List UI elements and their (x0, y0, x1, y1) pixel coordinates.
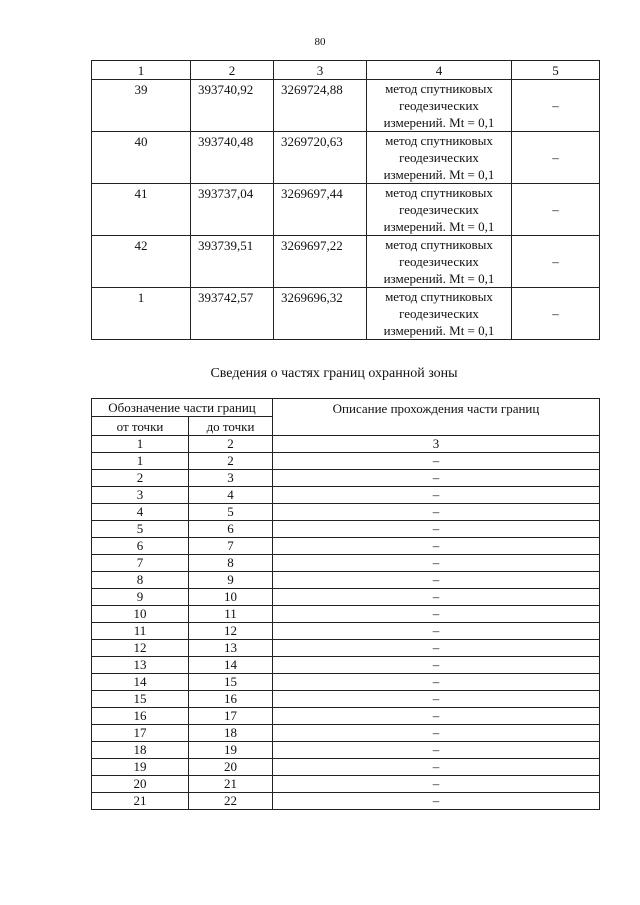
header-description: Описание прохождения части границ (273, 399, 600, 436)
from-point: 8 (92, 572, 189, 589)
to-point: 11 (189, 606, 273, 623)
part-description: – (273, 640, 600, 657)
column-number: 2 (189, 436, 273, 453)
table-row (92, 742, 600, 759)
to-point: 7 (189, 538, 273, 555)
table-row (92, 606, 600, 623)
point-number: 1 (92, 288, 191, 340)
boundary-parts-table (91, 398, 600, 810)
table-row (92, 555, 600, 572)
part-description: – (273, 776, 600, 793)
part-description: – (273, 623, 600, 640)
x-coordinate: 393737,04 (191, 184, 274, 236)
to-point: 17 (189, 708, 273, 725)
table-row (92, 759, 600, 776)
table-row (92, 640, 600, 657)
point-number: 39 (92, 80, 191, 132)
from-point: 12 (92, 640, 189, 657)
from-point: 10 (92, 606, 189, 623)
from-point: 9 (92, 589, 189, 606)
header-to: до точки (189, 417, 273, 436)
from-point: 2 (92, 470, 189, 487)
part-description: – (273, 589, 600, 606)
from-point: 7 (92, 555, 189, 572)
part-description: – (273, 606, 600, 623)
to-point: 10 (189, 589, 273, 606)
table-row (92, 793, 600, 810)
column-number: 5 (512, 61, 600, 80)
point-number: 42 (92, 236, 191, 288)
table-row (92, 776, 600, 793)
table-row (92, 487, 600, 504)
from-point: 5 (92, 521, 189, 538)
x-coordinate: 393739,51 (191, 236, 274, 288)
y-coordinate: 3269724,88 (274, 80, 367, 132)
table-row (92, 184, 600, 236)
page-number: 80 (314, 36, 326, 48)
table-row (92, 80, 600, 132)
part-description: – (273, 572, 600, 589)
part-description: – (273, 453, 600, 470)
from-point: 13 (92, 657, 189, 674)
part-description: – (273, 691, 600, 708)
column-number: 2 (191, 61, 274, 80)
to-point: 15 (189, 674, 273, 691)
method-description: метод спутниковых геодезических измерений. Mt = 0,1 (367, 132, 512, 184)
from-point: 3 (92, 487, 189, 504)
from-point: 1 (92, 453, 189, 470)
note: – (512, 184, 600, 236)
note: – (512, 236, 600, 288)
to-point: 4 (189, 487, 273, 504)
part-description: – (273, 487, 600, 504)
part-description: – (273, 504, 600, 521)
section-title: Сведения о частях границ охранной зоны (210, 366, 458, 381)
y-coordinate: 3269697,22 (274, 236, 367, 288)
column-number: 3 (273, 436, 600, 453)
column-number-row (92, 61, 600, 80)
to-point: 22 (189, 793, 273, 810)
part-description: – (273, 725, 600, 742)
table-row (92, 288, 600, 340)
part-description: – (273, 708, 600, 725)
coordinates-table (91, 60, 600, 340)
column-number-row (92, 436, 600, 453)
to-point: 18 (189, 725, 273, 742)
to-point: 12 (189, 623, 273, 640)
table-row (92, 236, 600, 288)
to-point: 8 (189, 555, 273, 572)
from-point: 18 (92, 742, 189, 759)
method-description: метод спутниковых геодезических измерений. Mt = 0,1 (367, 288, 512, 340)
column-number: 1 (92, 436, 189, 453)
part-description: – (273, 521, 600, 538)
table-row (92, 674, 600, 691)
point-number: 41 (92, 184, 191, 236)
x-coordinate: 393742,57 (191, 288, 274, 340)
part-description: – (273, 759, 600, 776)
part-description: – (273, 742, 600, 759)
table-row (92, 504, 600, 521)
part-description: – (273, 555, 600, 572)
to-point: 20 (189, 759, 273, 776)
y-coordinate: 3269696,32 (274, 288, 367, 340)
column-number: 3 (274, 61, 367, 80)
point-number: 40 (92, 132, 191, 184)
table-row (92, 691, 600, 708)
to-point: 14 (189, 657, 273, 674)
column-number: 4 (367, 61, 512, 80)
y-coordinate: 3269697,44 (274, 184, 367, 236)
from-point: 21 (92, 793, 189, 810)
part-description: – (273, 470, 600, 487)
table-row (92, 538, 600, 555)
from-point: 19 (92, 759, 189, 776)
table-row (92, 657, 600, 674)
to-point: 16 (189, 691, 273, 708)
to-point: 3 (189, 470, 273, 487)
header-part: Обозначение части границ (92, 399, 273, 417)
to-point: 19 (189, 742, 273, 759)
table-row (92, 725, 600, 742)
note: – (512, 288, 600, 340)
header-from: от точки (92, 417, 189, 436)
table-row (92, 589, 600, 606)
to-point: 9 (189, 572, 273, 589)
table-row (92, 521, 600, 538)
table-row (92, 132, 600, 184)
note: – (512, 132, 600, 184)
from-point: 6 (92, 538, 189, 555)
from-point: 20 (92, 776, 189, 793)
y-coordinate: 3269720,63 (274, 132, 367, 184)
note: – (512, 80, 600, 132)
from-point: 17 (92, 725, 189, 742)
from-point: 11 (92, 623, 189, 640)
from-point: 14 (92, 674, 189, 691)
x-coordinate: 393740,92 (191, 80, 274, 132)
to-point: 2 (189, 453, 273, 470)
table-row (92, 708, 600, 725)
header-row (92, 399, 600, 417)
x-coordinate: 393740,48 (191, 132, 274, 184)
to-point: 5 (189, 504, 273, 521)
to-point: 21 (189, 776, 273, 793)
table-row (92, 623, 600, 640)
part-description: – (273, 657, 600, 674)
table-row (92, 453, 600, 470)
table-row (92, 470, 600, 487)
table-row (92, 572, 600, 589)
parts-body (92, 453, 600, 810)
column-number: 1 (92, 61, 191, 80)
to-point: 6 (189, 521, 273, 538)
from-point: 4 (92, 504, 189, 521)
method-description: метод спутниковых геодезических измерений. Mt = 0,1 (367, 184, 512, 236)
method-description: метод спутниковых геодезических измерений. Mt = 0,1 (367, 80, 512, 132)
method-description: метод спутниковых геодезических измерений. Mt = 0,1 (367, 236, 512, 288)
to-point: 13 (189, 640, 273, 657)
part-description: – (273, 793, 600, 810)
from-point: 15 (92, 691, 189, 708)
part-description: – (273, 674, 600, 691)
part-description: – (273, 538, 600, 555)
from-point: 16 (92, 708, 189, 725)
